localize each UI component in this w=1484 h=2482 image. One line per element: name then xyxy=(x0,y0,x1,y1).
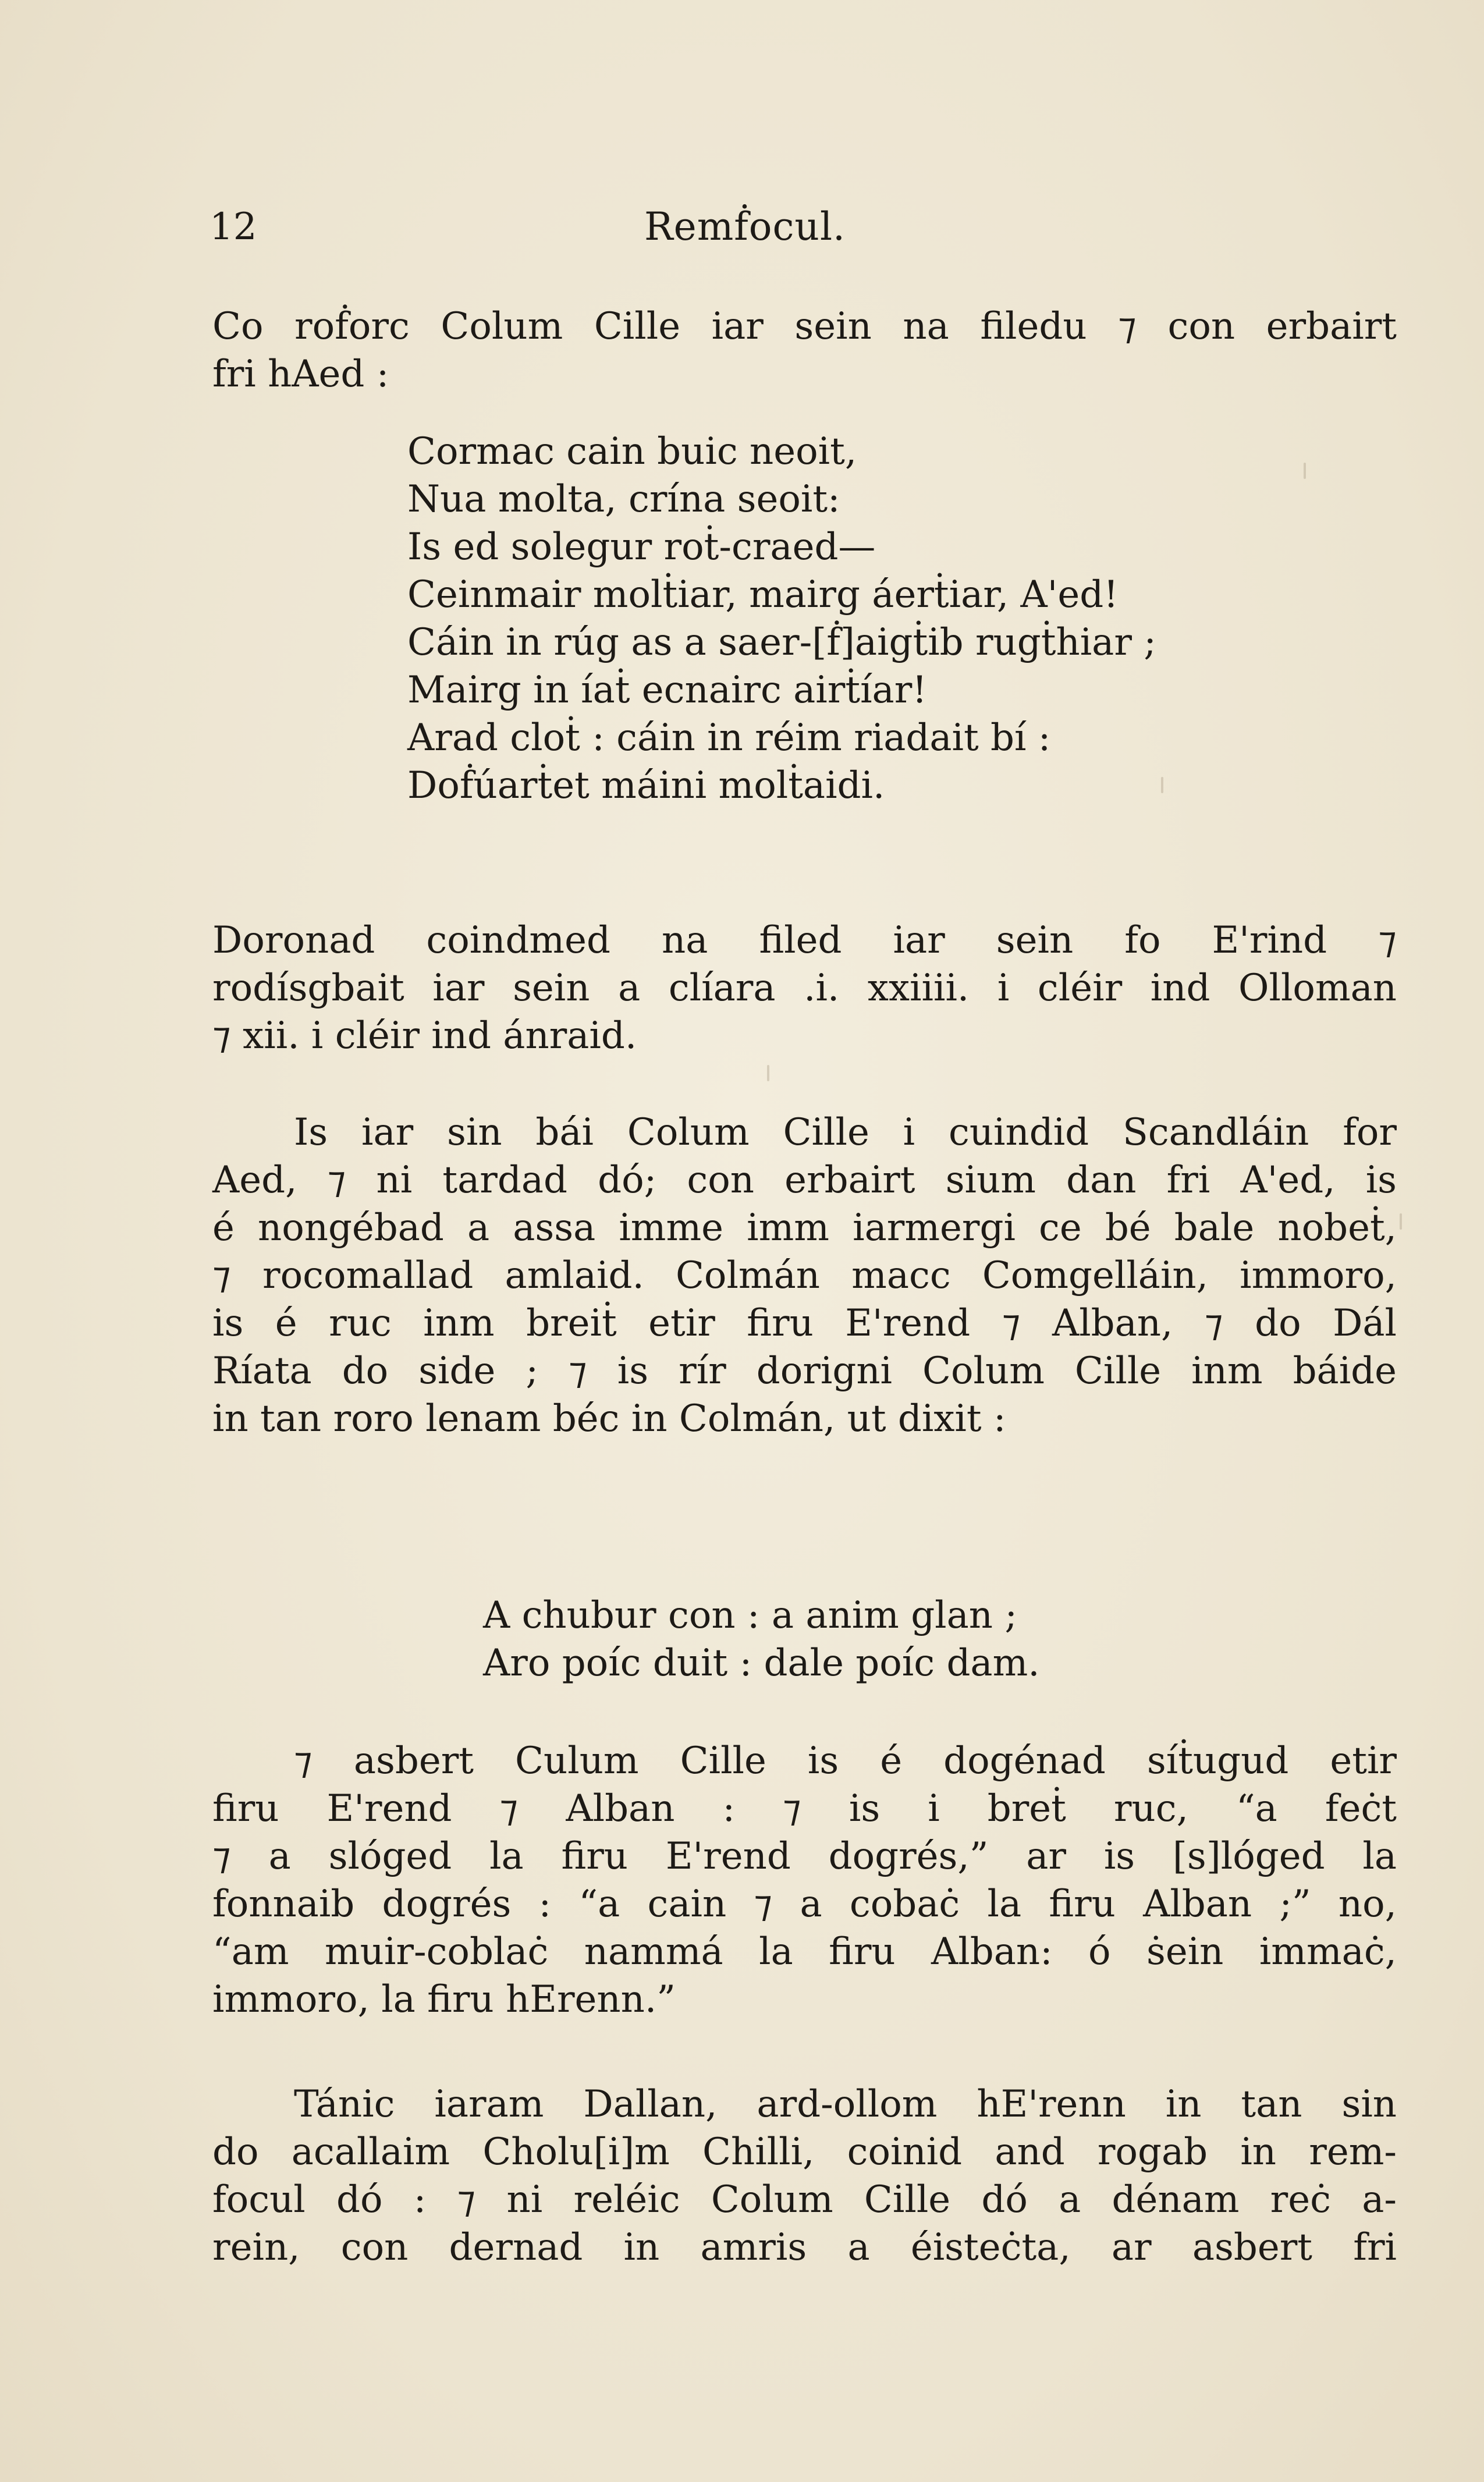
couplet xyxy=(483,1592,1181,1687)
verse-line: Mairg in íaṫ ecnairc airṫíar! xyxy=(407,669,927,712)
paper-mark xyxy=(1304,463,1306,479)
verse-line: Doḟúarṫet máini molṫaidi. xyxy=(407,764,885,807)
text-line: in tan roro lenam béc in Colmán, ut dixit : xyxy=(212,1397,1006,1440)
paragraph-1 xyxy=(212,917,1397,1060)
text-line: ⁊ xii. i cléir ind ánraid. xyxy=(212,1014,637,1057)
verse-line: A chubur con : a anim glan ; xyxy=(483,1594,1017,1637)
paragraph-3 xyxy=(212,1737,1397,2023)
text-line: fri hAed : xyxy=(212,353,389,396)
text-line: ⁊ a slóged la firu E'rend dogrés,” ar is [s]lóged la xyxy=(212,1835,1397,1878)
text-line: Co roḟorc Colum Cille iar sein na filedu ⁊ con erbairt xyxy=(212,305,1397,348)
paper-mark xyxy=(1161,777,1163,793)
text-line: do acallaim Cholu[i]m Chilli, coinid and rogab in rem- xyxy=(212,2131,1397,2174)
verse-line: Cormac cain buic neoit, xyxy=(407,430,857,473)
text-line: fonnaib dogrés : “a cain ⁊ a cobaċ la firu Alban ;” no, xyxy=(212,1883,1397,1926)
page-header xyxy=(210,201,1280,253)
verse-line: Nua molta, crína seoit: xyxy=(407,478,840,521)
text-line: ⁊ asbert Culum Cille is é dogénad síṫugud etir xyxy=(294,1739,1397,1783)
intro-paragraph xyxy=(212,303,1397,398)
text-line: ⁊ rocomallad amlaid. Colmán macc Comgelláin, immoro, xyxy=(212,1254,1397,1297)
verse-line: Ceinmair molṫiar, mairg áerṫiar, A'ed! xyxy=(407,573,1119,616)
text-line: immoro, la firu hErenn.” xyxy=(212,1978,676,2021)
text-line: Aed, ⁊ ni tardad dó; con erbairt sium dan fri A'ed, is xyxy=(212,1159,1397,1202)
text-line: Tánic iaram Dallan, ard-ollom hE'renn in tan sin xyxy=(294,2083,1397,2126)
text-line: Doronad coindmed na filed iar sein fo E'rind ⁊ xyxy=(212,919,1397,962)
verse-line: Is ed solegur roṫ-craed— xyxy=(407,525,876,569)
verse-line: Cáin in rúg as a saer-[ḟ]aigṫib rugṫhiar ; xyxy=(407,621,1156,664)
text-line: é nongébad a assa imme imm iarmergi ce bé bale nobeṫ, xyxy=(212,1206,1397,1249)
text-line: Is iar sin bái Colum Cille i cuindid Scandláin for xyxy=(294,1111,1397,1154)
verse-line: Aro poíc duit : dale poíc dam. xyxy=(483,1642,1040,1685)
paper-mark xyxy=(1400,1213,1402,1230)
text-line: rodísgbait iar sein a clíara .i. xxiiii. i cléir ind Olloman xyxy=(212,967,1397,1010)
paper-mark xyxy=(767,1065,769,1081)
text-line: Ríata do side ; ⁊ is rír dorigni Colum Cille inm báide xyxy=(212,1350,1397,1393)
text-line: “am muir-coblaċ nammá la firu Alban: ó ṡein immaċ, xyxy=(212,1930,1397,1973)
verse-line: Arad cloṫ : cáin in réim riadait bí : xyxy=(407,716,1051,759)
verse-stanza xyxy=(407,428,1339,809)
text-line: focul dó : ⁊ ni reléic Colum Cille dó a dénam reċ a- xyxy=(212,2178,1397,2221)
paragraph-4 xyxy=(212,2080,1397,2271)
text-line: firu E'rend ⁊ Alban : ⁊ is i breṫ ruc, “a feċt xyxy=(212,1787,1397,1830)
page-number: 12 xyxy=(210,205,257,248)
paragraph-2 xyxy=(212,1109,1397,1443)
text-line: rein, con dernad in amris a éisteċta, ar asbert fri xyxy=(212,2226,1397,2269)
running-title: Remḟocul. xyxy=(644,204,846,249)
text-line: is é ruc inm breiṫ etir firu E'rend ⁊ Alban, ⁊ do Dál xyxy=(212,1302,1397,1345)
